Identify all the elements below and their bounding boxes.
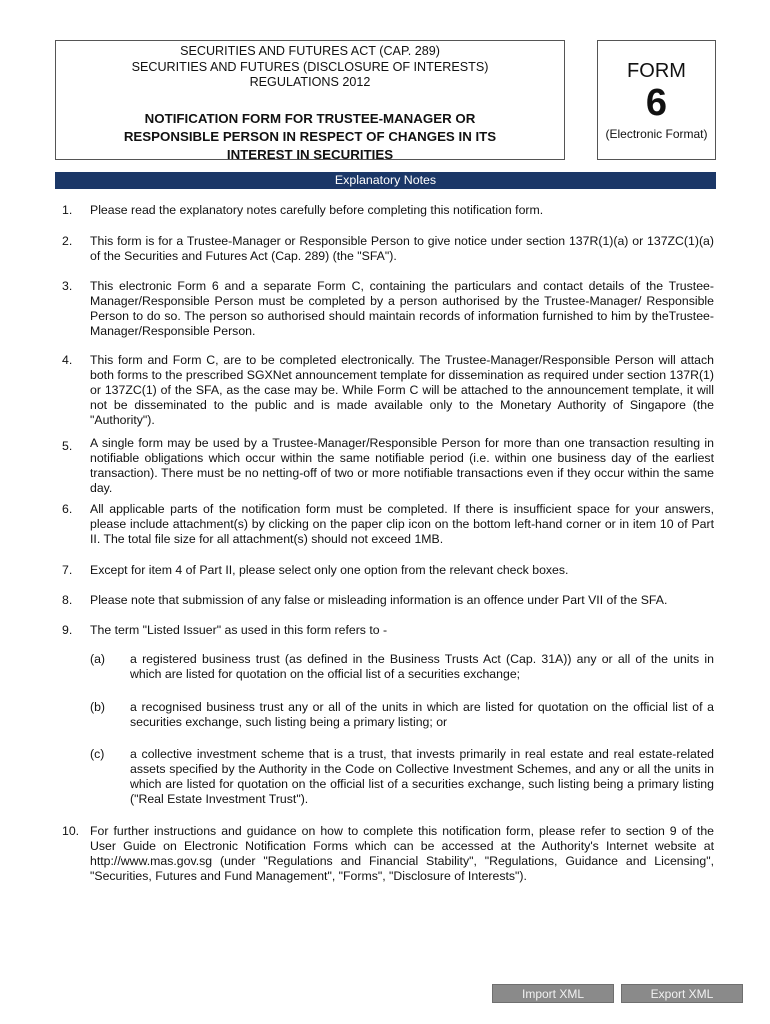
note-number: 9.: [62, 623, 73, 637]
note-number: 10.: [62, 824, 80, 838]
export-xml-button[interactable]: Export XML: [621, 984, 743, 1003]
form-title: [56, 110, 564, 164]
note-number: 4.: [62, 353, 73, 367]
form-number: 6: [645, 82, 668, 124]
form-format: (Electronic Format): [605, 127, 708, 141]
subitem-text: a collective investment scheme that is a trust, that invests primarily in real estate and real estate-related assets specified by the Authority in the Code on Collective Investment Schemes, and any or all the units in which are listed for quotation on the official list of a securities exchange, such listing being a primary listing ("Real Estate Investment Trust").: [130, 747, 714, 806]
form-number-box: [597, 40, 716, 160]
act-line-2: SECURITIES AND FUTURES (DISCLOSURE OF INTERESTS): [131, 59, 489, 74]
note-number: 6.: [62, 502, 73, 516]
import-xml-button[interactable]: Import XML: [492, 984, 614, 1003]
note-text: A single form may be used by a Trustee-Manager/Responsible Person for more than one transaction resulting in notifiable obligations which occur within the same notifiable period (i.e. within one business day of the earliest transaction). There must be no netting-off of two or more notifiable transactions even if they occur within the same day.: [90, 436, 714, 495]
act-line-1: SECURITIES AND FUTURES ACT (CAP. 289): [180, 44, 440, 58]
note-text: Please note that submission of any false or misleading information is an offence under Part VII of the SFA.: [90, 593, 668, 607]
subitem-label: (b): [90, 700, 106, 714]
act-line-3: REGULATIONS 2012: [249, 75, 371, 89]
subitem-text: a recognised business trust any or all of the units in which are listed for quotation on the official list of a securities exchange, such listing being a primary listing; or: [130, 700, 714, 729]
subitem-label: (c): [90, 747, 105, 761]
note-text: Except for item 4 of Part II, please select only one option from the relevant check boxes.: [90, 563, 569, 577]
form-title-line-1: NOTIFICATION FORM FOR TRUSTEE-MANAGER OR: [144, 110, 476, 126]
form-title-line-3: INTEREST IN SECURITIES: [226, 146, 394, 162]
form-title-line-2: RESPONSIBLE PERSON IN RESPECT OF CHANGES IN ITS: [123, 128, 497, 144]
note-text: The term "Listed Issuer" as used in this form refers to -: [90, 623, 388, 637]
note-number: 7.: [62, 563, 73, 577]
note-text: This form and Form C, are to be completed electronically. The Trustee-Manager/Responsible Person will attach both forms to the prescribed SGXNet announcement template for dissemination as required under section 137R(1) or 137ZC(1) of the SFA, as the case may be. While Form C will be attached to the announcement template, it will not be disseminated to the public and is made available only to the Monetary Authority of Singapore (the "Authority").: [90, 353, 714, 427]
act-title: [56, 44, 564, 91]
note-text: All applicable parts of the notification form must be completed. If there is insufficient space for your answers, please include attachment(s) by clicking on the paper clip icon on the bottom left-hand corner or in item 10 of Part II. The total file size for all attachment(s) should not exceed 1MB.: [90, 502, 714, 546]
title-box: [55, 40, 565, 160]
note-number: 8.: [62, 593, 73, 607]
subitem-text: a registered business trust (as defined in the Business Trusts Act (Cap. 31A)) any or all of the units in which are listed for quotation on the official list of a securities exchange;: [130, 652, 714, 681]
note-number: 5.: [62, 439, 73, 453]
note-text: This form is for a Trustee-Manager or Responsible Person to give notice under section 137R(1)(a) or 137ZC(1)(a) of the Securities and Futures Act (Cap. 289) (the "SFA").: [90, 234, 714, 263]
note-number: 2.: [62, 234, 73, 248]
subitem-label: (a): [90, 652, 106, 666]
explanatory-notes-banner: Explanatory Notes: [55, 172, 716, 189]
note-number: 1.: [62, 203, 73, 217]
note-number: 3.: [62, 279, 73, 293]
note-text: Please read the explanatory notes carefully before completing this notification form.: [90, 203, 544, 217]
note-text: This electronic Form 6 and a separate Form C, containing the particulars and contact details of the Trustee-Manager/Responsible Person must be completed by a person authorised by the Trustee-Manager/ Responsible Person to do so. The person so authorised should maintain records of information furnished to him by theTrustee-Manager/Responsible Person.: [90, 279, 714, 338]
note-text: For further instructions and guidance on how to complete this notification form, please refer to section 9 of the User Guide on Electronic Notification Forms which can be accessed at the Authority's Internet website at http://www.mas.gov.sg (under "Regulations and Financial Stability", "Regulations, Guidance and Licensing", "Securities, Futures and Fund Management", "Forms", "Disclosure of Interests").: [90, 824, 714, 883]
form-word: FORM: [627, 60, 686, 82]
